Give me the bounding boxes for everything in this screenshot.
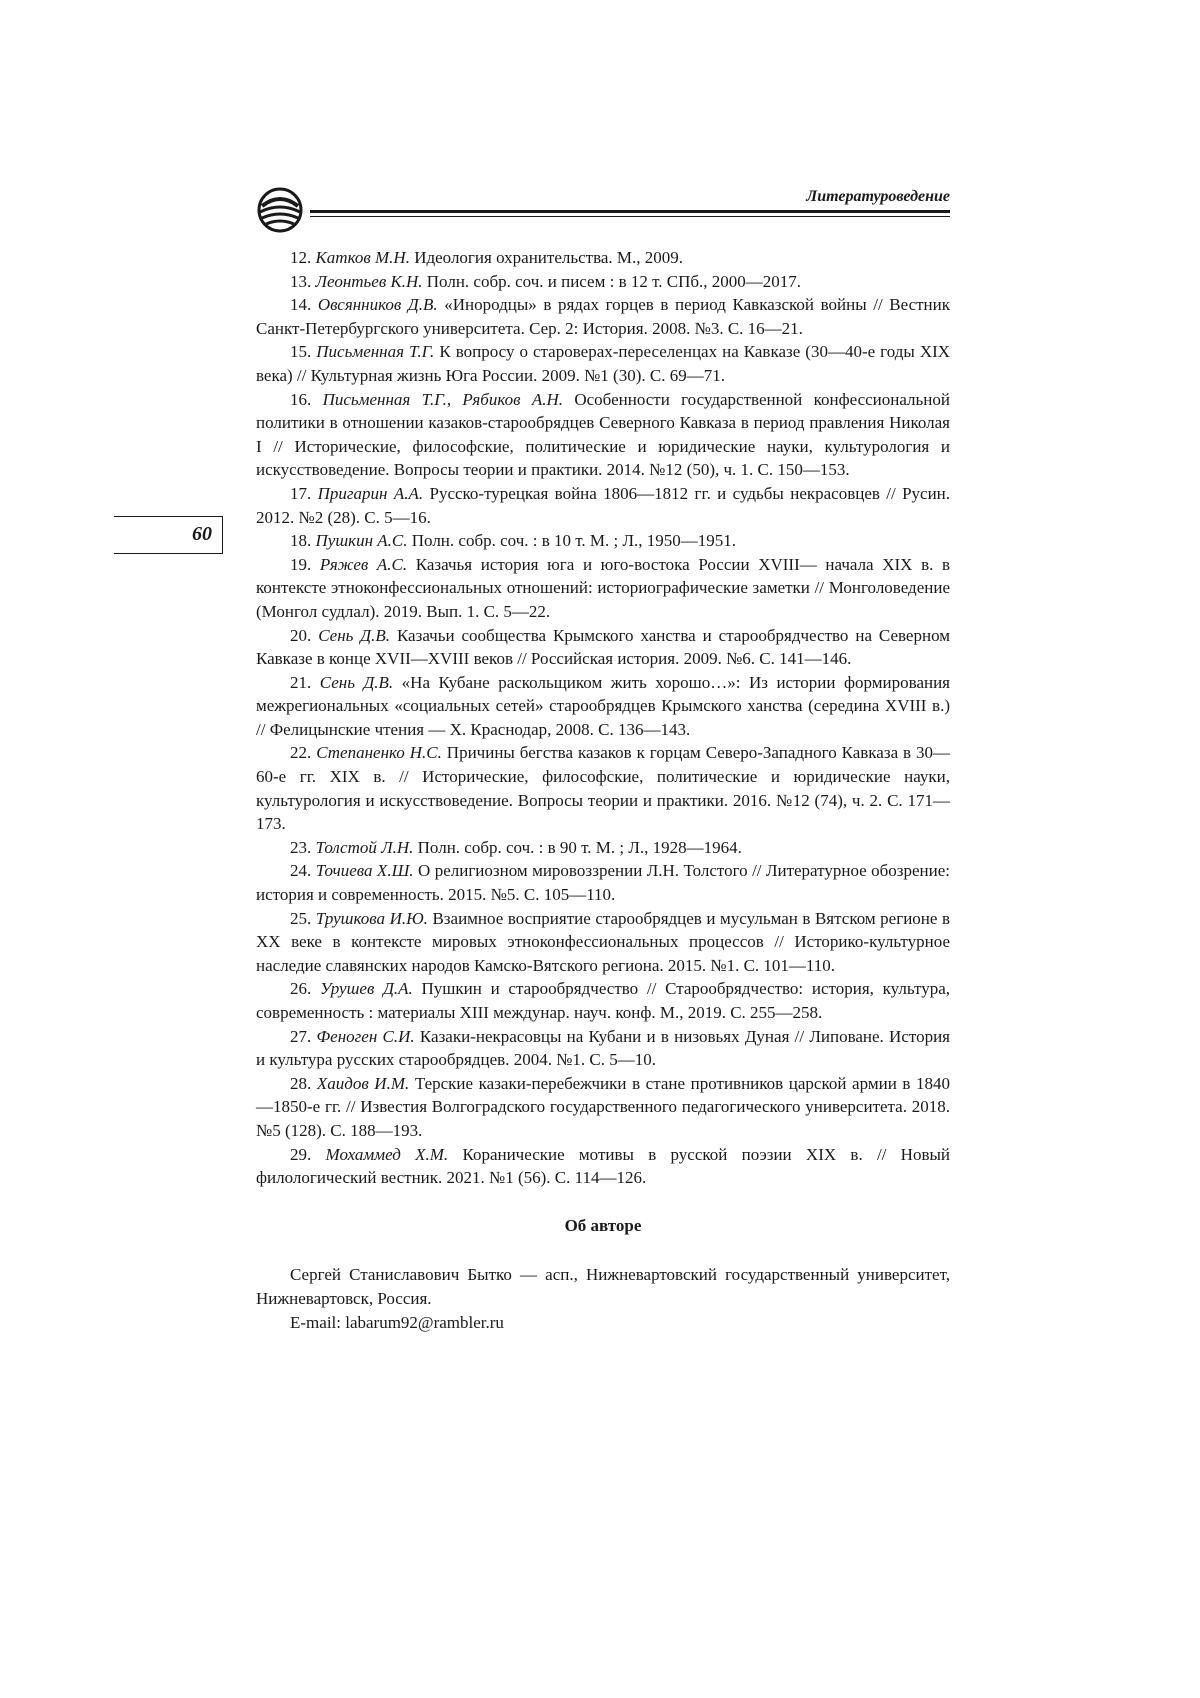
reference-author: Сень Д.В.	[318, 625, 390, 645]
reference-text: Полн. собр. соч. и писем : в 12 т. СПб., 2000—2017.	[426, 271, 802, 291]
reference-text: «Инородцы» в рядах горцев в период Кавказской войны // Вестник Санкт-Петербургского университета. Сер. 2: История. 2008. №3. С. 16—21.	[256, 295, 951, 338]
reference-author: Феноген С.И.	[316, 1026, 415, 1046]
reference-author: Трушкова И.Ю.	[315, 908, 428, 928]
reference-text: Взаимное восприятие старообрядцев и мусульман в Вятском регионе в XX веке в контексте мировых этноконфессиональных процессов // Историко-культурное наследие славянских народов Камско-Вятского региона. 2015. №1. С. 101—110.	[256, 908, 951, 975]
reference-author: Письменная Т.Г.	[316, 342, 435, 362]
reference-text: Идеология охранительства. М., 2009.	[414, 248, 684, 267]
reference-item: 21. Сень Д.В. «На Кубане раскольщиком жить хорошо…»: Из истории формирования межрегиональных «социальных сетей» старообрядцев Крымского ханства (середина XVIII в.) // Фелицынские чтения — X. Краснодар, 2008. С. 136—143.	[256, 672, 950, 739]
page-number: 60	[192, 523, 212, 545]
reference-author: Ряжев А.С.	[319, 554, 408, 574]
reference-author: Степаненко Н.С.	[316, 743, 442, 763]
reference-author: Точиева Х.Ш.	[315, 861, 414, 881]
reference-item: 17. Пригарин А.А. Русско-турецкая война 1806—1812 гг. и судьбы некрасовцев // Русин. 2012. №2 (28). С. 5—16.	[256, 483, 951, 527]
running-header	[256, 186, 950, 236]
reference-text: Полн. собр. соч. : в 90 т. М. ; Л., 1928—1964.	[417, 837, 742, 857]
reference-author: Сень Д.В.	[319, 672, 394, 692]
reference-text: Особенности государственной конфессиональной политики в отношении казаков-старообрядцев Северного Кавказа в период правления Николая I // Исторические, философские, политические и юридические науки, культурология и искусствоведение. Вопросы теории и практики. 2014. №12 (50), ч. 1. С. 150—153.	[256, 389, 950, 480]
journal-logo-icon	[256, 186, 304, 234]
reference-item: 15. Письменная Т.Г. К вопросу о староверах-переселенцах на Кавказе (30—40-е годы XIX века) // Культурная жизнь Юга России. 2009. №1 (30). С. 69—71.	[256, 342, 951, 385]
page-number-box	[114, 516, 223, 554]
reference-item: 27. Феноген С.И. Казаки-некрасовцы на Кубани и в низовьях Дуная // Липоване. История и культура русских старообрядцев. 2004. №1. С. 5—10.	[256, 1026, 951, 1070]
reference-author: Леонтьев К.Н.	[315, 271, 423, 291]
reference-item: 16. Письменная Т.Г., Рябиков А.Н. Особенности государственной конфессиональной политики в отношении казаков-старообрядцев Северного Кавказа в период правления Николая I // Исторические, философские, политические и юридические науки, культурология и искусствоведение. Вопросы теории и практики. 2014. №12 (50), ч. 1. С. 150—153.	[256, 389, 950, 480]
reference-text: Казачьи сообщества Крымского ханства и старообрядчество на Северном Кавказе в конце XVII—XVIII веков // Российская история. 2009. №6. С. 141—146.	[256, 625, 951, 669]
reference-item: 18. Пушкин А.С. Полн. собр. соч. : в 10 т. М. ; Л., 1950—1951.	[290, 531, 737, 551]
header-rule-thick	[310, 210, 950, 213]
reference-author: Овсянников Д.В.	[317, 295, 438, 315]
reference-author: Хаидов И.М.	[316, 1073, 410, 1093]
reference-item: 12. Катков М.Н. Идеология охранительства. М., 2009.	[290, 248, 684, 267]
reference-item: 24. Точиева Х.Ш. О религиозном мировоззрении Л.Н. Толстого // Литературное обозрение: история и современность. 2015. №5. С. 105—110.	[256, 861, 951, 905]
section-title: Литературоведение	[806, 188, 950, 205]
reference-item: 13. Леонтьев К.Н. Полн. собр. соч. и писем : в 12 т. СПб., 2000—2017.	[290, 271, 802, 291]
reference-text: Причины бегства казаков к горцам Северо-Западного Кавказа в 30—60-е гг. XIX в. // Исторические, философские, политические и юридические науки, культурология и искусствоведение. Вопросы теории и практики. 2016. №12 (74), ч. 2. С. 171—173.	[256, 743, 951, 834]
reference-author: Письменная Т.Г., Рябиков А.Н.	[322, 389, 564, 409]
reference-author: Толстой Л.Н.	[315, 837, 414, 857]
reference-item: 20. Сень Д.В. Казачьи сообщества Крымского ханства и старообрядчество на Северном Кавказе в конце XVII—XVIII веков // Российская история. 2009. №6. С. 141—146.	[256, 625, 951, 669]
reference-item: 19. Ряжев А.С. Казачья история юга и юго-востока России XVIII— начала XIX в. в контексте этноконфессиональных отношений: историографические заметки // Монголоведение (Монгол судлал). 2019. Вып. 1. С. 5—22.	[256, 554, 950, 621]
reference-author: Катков М.Н.	[315, 248, 410, 267]
reference-text: Казачья история юга и юго-востока России XVIII— начала XIX в. в контексте этноконфессиональных отношений: историографические заметки // Монголоведение (Монгол судлал). 2019. Вып. 1. С. 5—22.	[256, 554, 950, 621]
reference-text: Коранические мотивы в русской поэзии XIX в. // Новый филологический вестник. 2021. №1 (56). С. 114—126.	[256, 1144, 951, 1188]
reference-text: К вопросу о староверах-переселенцах на Кавказе (30—40-е годы XIX века) // Культурная жизнь Юга России. 2009. №1 (30). С. 69—71.	[256, 342, 951, 385]
reference-text: Пушкин и старообрядчество // Старообрядчество: история, культура, современность : материалы XIII междунар. науч. конф. М., 2019. С. 255—258.	[256, 979, 951, 1022]
reference-item: 23. Толстой Л.Н. Полн. собр. соч. : в 90 т. М. ; Л., 1928—1964.	[290, 837, 742, 857]
main-content	[256, 246, 950, 1334]
reference-item: 22. Степаненко Н.С. Причины бегства казаков к горцам Северо-Западного Кавказа в 30—60-е гг. XIX в. // Исторические, философские, политические и юридические науки, культурология и искусствоведение. Вопросы теории и практики. 2016. №12 (74), ч. 2. С. 171—173.	[256, 743, 951, 834]
reference-item: 25. Трушкова И.Ю. Взаимное восприятие старообрядцев и мусульман в Вятском регионе в XX веке в контексте мировых этноконфессиональных процессов // Историко-культурное наследие славянских народов Камско-Вятского региона. 2015. №1. С. 101—110.	[256, 908, 951, 975]
reference-text: Казаки-некрасовцы на Кубани и в низовьях Дуная // Липоване. История и культура русских старообрядцев. 2004. №1. С. 5—10.	[256, 1026, 951, 1070]
reference-item: 14. Овсянников Д.В. «Инородцы» в рядах горцев в период Кавказской войны // Вестник Санкт-Петербургского университета. Сер. 2: История. 2008. №3. С. 16—21.	[256, 295, 951, 338]
reference-item: 28. Хаидов И.М. Терские казаки-перебежчики в стане противников царской армии в 1840—1850-е гг. // Известия Волгоградского государственного педагогического университета. 2018. №5 (128). С. 188—193.	[256, 1073, 951, 1140]
reference-text: О религиозном мировоззрении Л.Н. Толстого // Литературное обозрение: история и современность. 2015. №5. С. 105—110.	[256, 861, 951, 905]
reference-text: Русско-турецкая война 1806—1812 гг. и судьбы некрасовцев // Русин. 2012. №2 (28). С. 5—16.	[256, 483, 951, 527]
reference-author: Пушкин А.С.	[315, 531, 408, 551]
reference-text: Полн. собр. соч. : в 10 т. М. ; Л., 1950—1951.	[411, 531, 737, 551]
reference-text: Терские казаки-перебежчики в стане противников царской армии в 1840—1850-е гг. // Известия Волгоградского государственного педагогического университета. 2018. №5 (128). С. 188—193.	[256, 1073, 951, 1140]
author-bio: Сергей Станиславович Бытко — асп., Нижневартовский государственный университет, Нижневартовск, Россия.	[256, 1265, 950, 1308]
author-email: E-mail: labarum92@rambler.ru	[290, 1312, 504, 1332]
reference-item: 26. Урушев Д.А. Пушкин и старообрядчество // Старообрядчество: история, культура, современность : материалы XIII междунар. науч. конф. М., 2019. С. 255—258.	[256, 979, 951, 1022]
reference-author: Мохаммед Х.М.	[325, 1144, 449, 1164]
reference-text: «На Кубане раскольщиком жить хорошо…»: Из истории формирования межрегиональных «социальных сетей» старообрядцев Крымского ханства (середина XVIII в.) // Фелицынские чтения — X. Краснодар, 2008. С. 136—143.	[256, 672, 950, 739]
reference-item: 29. Мохаммед Х.М. Коранические мотивы в русской поэзии XIX в. // Новый филологический вестник. 2021. №1 (56). С. 114—126.	[256, 1144, 951, 1188]
reference-list	[256, 246, 950, 1190]
reference-author: Урушев Д.А.	[320, 979, 413, 999]
header-rule-thin	[310, 216, 950, 217]
reference-author: Пригарин А.А.	[317, 483, 424, 503]
about-author-heading: Об авторе	[564, 1215, 642, 1235]
